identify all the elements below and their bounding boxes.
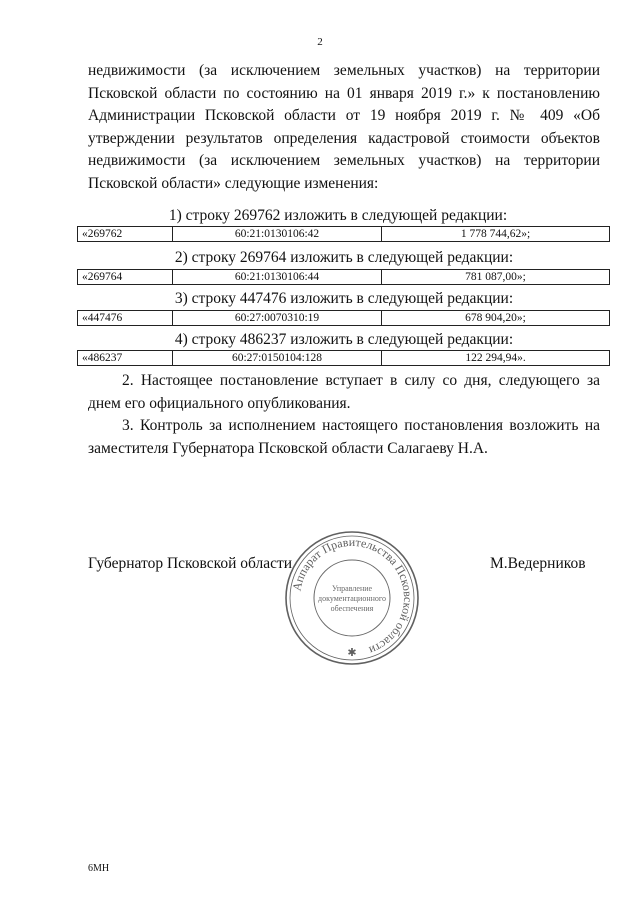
- row-number: «447476: [78, 311, 173, 326]
- cadastral-number: 60:21:0130106:42: [173, 227, 382, 242]
- cadastral-number: 60:21:0130106:44: [173, 270, 382, 285]
- stamp-star-icon: ✱: [347, 646, 357, 659]
- row-number: «269764: [78, 270, 173, 285]
- table-row: [77, 269, 610, 285]
- page-number: 2: [317, 36, 323, 48]
- row-number: «486237: [78, 351, 173, 366]
- stamp-center-line-2: документационного: [318, 594, 386, 603]
- cadastral-value: 1 778 744,62»;: [382, 227, 610, 242]
- cadastral-number: 60:27:0150104:128: [173, 351, 382, 366]
- signatory-position: Губернатор Псковской области: [88, 555, 293, 572]
- point-2-paragraph: 2. Настоящее постановление вступает в силу со дня, следующего за днем его официального опубликования.: [88, 372, 600, 412]
- item-1-label: 1) строку 269762 изложить в следующей редакции:: [168, 207, 508, 224]
- stamp-center-line-1: Управление: [331, 584, 373, 593]
- item-2-label: 2) строку 269764 изложить в следующей редакции:: [174, 249, 514, 266]
- cadastral-value: 122 294,94».: [382, 351, 610, 366]
- item-3-label: 3) строку 447476 изложить в следующей редакции:: [174, 290, 514, 307]
- cadastral-value: 781 087,00»;: [382, 270, 610, 285]
- stamp-center-line-3: обеспечения: [330, 604, 374, 613]
- row-number: «269762: [78, 227, 173, 242]
- cadastral-number: 60:27:0070310:19: [173, 311, 382, 326]
- point-3-paragraph: 3. Контроль за исполнением настоящего постановления возложить на заместителя Губернатора Псковской области Салагаеву Н.А.: [88, 417, 600, 457]
- table-row: [77, 226, 610, 242]
- item-4-label: 4) строку 486237 изложить в следующей редакции:: [174, 331, 514, 348]
- cadastral-value: 678 904,20»;: [382, 311, 610, 326]
- official-stamp: [282, 528, 422, 668]
- stamp-ring-text: Аппарат Правительства Псковской области: [289, 534, 416, 658]
- footer-code: 6МН: [88, 863, 110, 874]
- table-row: [77, 310, 610, 326]
- signatory-name: М.Ведерников: [490, 555, 586, 572]
- table-row: [77, 350, 610, 366]
- intro-paragraph: недвижимости (за исключением земельных участков) на территории Псковской области по состоянию на 01 января 2019 г.» к постановлению Администрации Псковской области от 19 ноября 2019 г. № 409 «Об утверждении результатов определения кадастровой стоимости объектов недвижимости (за исключением земельных участков) на территории Псковской области» следующие изменения:: [88, 62, 600, 192]
